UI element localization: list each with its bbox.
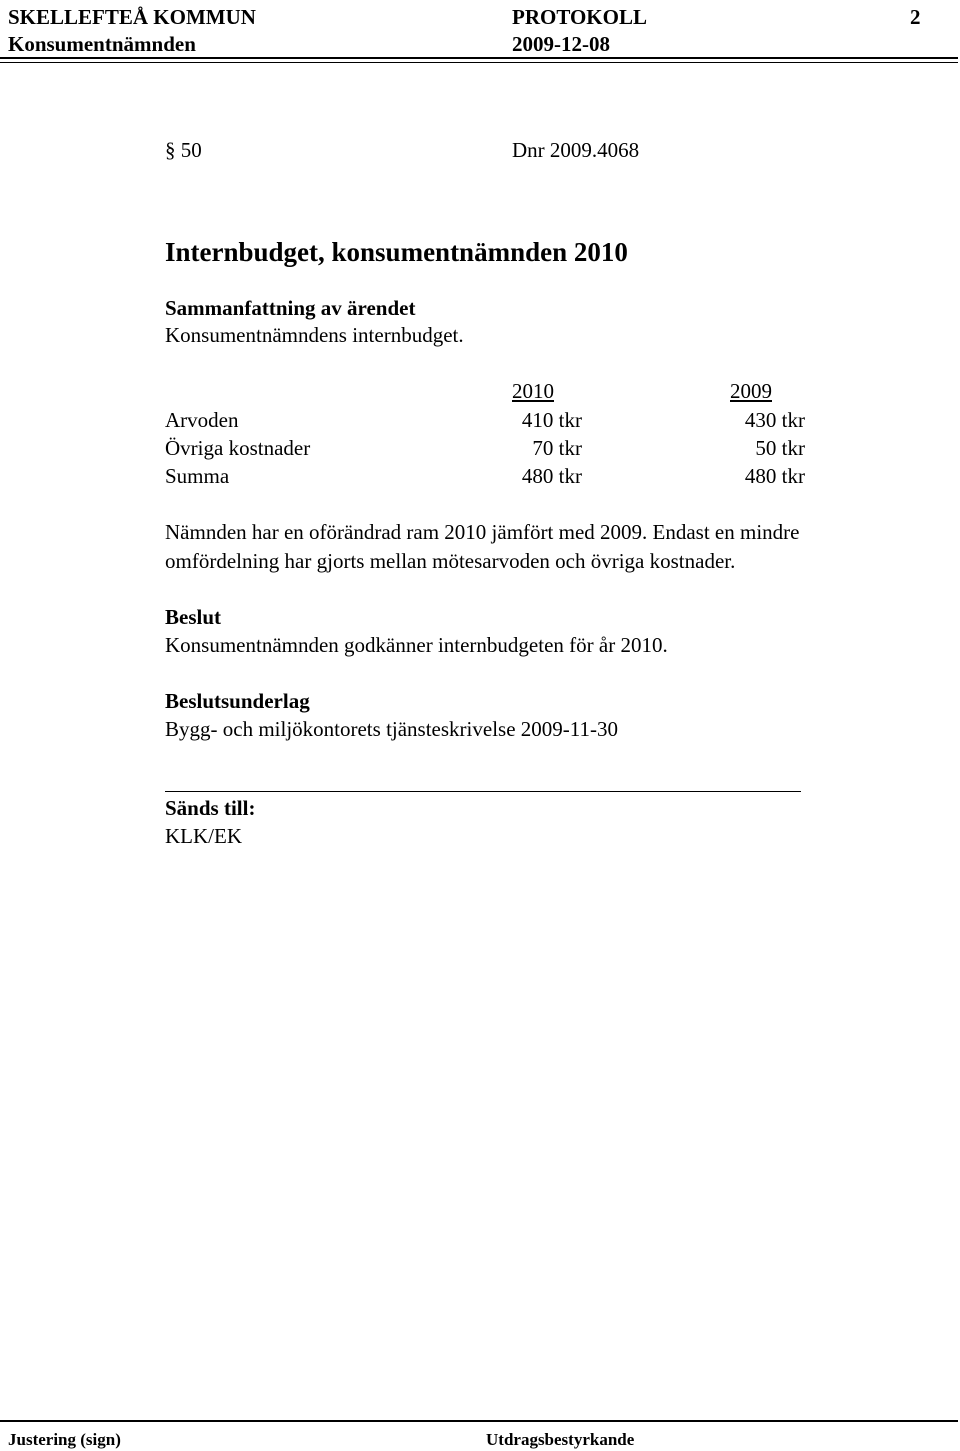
header-org: SKELLEFTEÅ KOMMUN [8, 5, 256, 29]
basis-heading: Beslutsunderlag [165, 689, 310, 713]
body-paragraph-line-2: omfördelning har gjorts mellan mötesarvoden och övriga kostnader. [165, 549, 736, 573]
header-page-number: 2 [910, 5, 921, 29]
column-header-2009: 2009 [730, 379, 772, 403]
cell-2009: 480 tkr [744, 464, 805, 488]
cell-2010: 410 tkr [521, 408, 582, 432]
body-paragraph-line-1: Nämnden har en oförändrad ram 2010 jämfört med 2009. Endast en mindre [165, 520, 800, 544]
footer-justering: Justering (sign) [8, 1430, 121, 1449]
row-label: Övriga kostnader [165, 436, 311, 460]
header-doc-type: PROTOKOLL [512, 5, 647, 29]
row-label: Summa [165, 464, 230, 488]
decision-heading: Beslut [165, 605, 222, 629]
cell-2009: 50 tkr [755, 436, 805, 460]
sent-to-heading: Sänds till: [165, 796, 256, 820]
footer-utdragsbestyrkande: Utdragsbestyrkande [486, 1430, 635, 1449]
sent-to-recipient: KLK/EK [165, 824, 242, 848]
basis-text: Bygg- och miljökontorets tjänsteskrivelse 2009-11-30 [165, 717, 618, 741]
header-rule-thin [0, 62, 958, 63]
summary-heading: Sammanfattning av ärendet [165, 296, 416, 320]
footer-rule [0, 1420, 958, 1422]
row-label: Arvoden [165, 408, 239, 432]
decision-text: Konsumentnämnden godkänner internbudgeten för år 2010. [165, 633, 668, 657]
separator-line [165, 791, 801, 792]
header-committee: Konsumentnämnden [8, 32, 196, 56]
column-header-2010: 2010 [512, 379, 554, 403]
cell-2009: 430 tkr [744, 408, 805, 432]
page-title: Internbudget, konsumentnämnden 2010 [165, 237, 628, 267]
header-date: 2009-12-08 [512, 32, 610, 56]
header-rule [0, 57, 958, 59]
case-dnr: Dnr 2009.4068 [512, 138, 640, 162]
section-number: § 50 [165, 138, 202, 162]
summary-text: Konsumentnämndens internbudget. [165, 323, 464, 347]
cell-2010: 480 tkr [521, 464, 582, 488]
cell-2010: 70 tkr [532, 436, 582, 460]
